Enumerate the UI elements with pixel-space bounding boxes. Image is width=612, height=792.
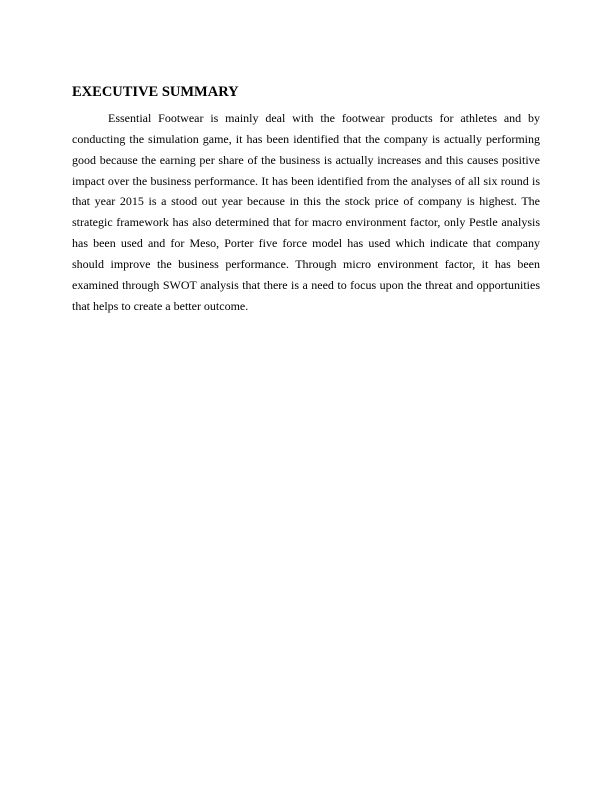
summary-paragraph	[72, 108, 540, 316]
section-heading: EXECUTIVE SUMMARY	[72, 84, 239, 100]
paragraph-line: good because the earning per share of the business is actually increases and this causes positive	[72, 152, 540, 167]
paragraph-line: that helps to create a better outcome.	[72, 298, 249, 313]
paragraph-line: has been used and for Meso, Porter five force model has used which indicate that company	[72, 236, 540, 251]
paragraph-line: strategic framework has also determined that for macro environment factor, only Pestle analysis	[72, 215, 540, 230]
paragraph-line: Essential Footwear is mainly deal with the footwear products for athletes and by	[108, 111, 540, 125]
paragraph-line: impact over the business performance. It has been identified from the analyses of all six round is	[72, 173, 540, 188]
paragraph-line: should improve the business performance. Through micro environment factor, it has been	[72, 256, 540, 271]
paragraph-line: that year 2015 is a stood out year because in this the stock price of company is highest. The	[72, 194, 540, 209]
paragraph-line: examined through SWOT analysis that there is a need to focus upon the threat and opportunities	[72, 277, 540, 292]
paragraph-line: conducting the simulation game, it has been identified that the company is actually performing	[72, 131, 540, 146]
